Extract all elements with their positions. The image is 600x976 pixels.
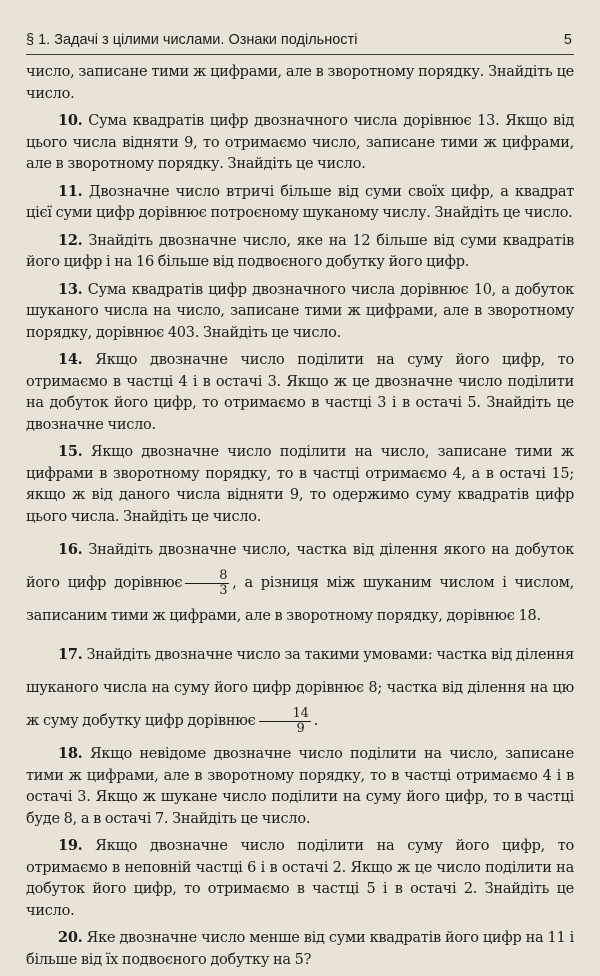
problem-12: [26, 230, 574, 274]
problem-18: [26, 743, 574, 830]
problem-number: 13.: [58, 280, 83, 298]
problem-20: [26, 927, 574, 971]
problem-10: [26, 110, 574, 176]
problem-text: Яке двозначне число менше від суми квадратів його цифр на 11 і більше від їх подвоєного добутку на 5?: [26, 930, 575, 968]
fraction-numerator: 14: [259, 707, 311, 722]
problem-14: [26, 349, 574, 436]
problem-text: Якщо двозначне число поділити на число, записане тими ж цифрами в зворотному порядку, то в частці отримаємо 4, а в остачі 15; якщо ж від даного числа відняти 9, то одержимо суму квадратів цифр цього числа. Знайдіть це число.: [26, 444, 574, 525]
problem-text: Сума квадратів цифр двозначного числа дорівнює 13. Якщо від цього числа відняти 9, то отримаємо число, записане тими ж цифрами, але в зворотному порядку. Знайдіть це число.: [26, 113, 575, 172]
problem-number: 10.: [58, 112, 83, 129]
problem-number: 11.: [58, 182, 83, 200]
problem-number: 17.: [58, 646, 83, 663]
problem-13: [26, 279, 574, 345]
problem-number: 14.: [58, 351, 83, 368]
problem-text-continued: , а різниця між шуканим числом і числом, записаним тими ж цифрами, але в зворотному порядку, дорівнює 18.: [26, 575, 574, 624]
fraction-denominator: 3: [219, 582, 228, 598]
page-number: 5: [563, 32, 572, 48]
problem-number: 19.: [58, 837, 83, 854]
problem-text: Знайдіть двозначне число за такими умовами: частка від ділення шуканого числа на суму його цифр дорівнює 8; частка від ділення на цю ж суму добутку цифр дорівнює: [26, 647, 574, 729]
problem-text: Якщо двозначне число поділити на суму його цифр, то отримаємо в неповній частці 6 і в остачі 2. Якщо ж це число поділити на добуток його цифр, то отримаємо в частці 5 і в остачі 2. Знайдіть це число.: [26, 838, 574, 919]
fraction-numerator: 8: [185, 569, 229, 584]
problem-number: 18.: [58, 745, 83, 762]
problem-number: 16.: [58, 541, 83, 558]
fraction: [259, 707, 311, 736]
problem-text: Двозначне число втричі більше від суми своїх цифр, а квадрат цієї суми цифр дорівнює потроєному шуканому числу. Знайдіть це число.: [26, 183, 574, 221]
problem-11: [26, 181, 574, 225]
fraction-denominator: 9: [296, 720, 305, 736]
problem-text: Сума квадратів цифр двозначного числа дорівнює 10, а добуток шуканого числа на число, записане тими ж цифрами, але в зворотному порядку, дорівнює 403. Знайдіть це число.: [26, 281, 574, 341]
problem-text: Знайдіть двозначне число, частка від ділення якого на добуток його цифр дорівнює: [26, 542, 575, 591]
problem-list: [26, 62, 574, 976]
section-title: § 1. Задачі з цілими числами. Ознаки подільності: [26, 32, 358, 48]
fraction: [185, 569, 229, 598]
problem-19: [26, 835, 574, 922]
running-header: [26, 26, 574, 55]
problem-text-continued: .: [313, 713, 318, 729]
continued-text: число, записане тими ж цифрами, але в зворотному порядку. Знайдіть це число.: [26, 64, 574, 102]
problem-text: Якщо невідоме двозначне число поділити на число, записане тими ж цифрами, але в зворотному порядку, то в частці отримаємо 4 і в остачі 3. Якщо ж шукане число поділити на суму його цифр, то в частці буде 8, а в остачі 7. Знайдіть це число.: [26, 746, 575, 827]
problem-16: [26, 533, 574, 633]
problem-number: 12.: [58, 231, 83, 249]
problem-17: [26, 638, 574, 738]
problem-15: [26, 441, 574, 528]
problem-number: 15.: [58, 443, 83, 460]
problem-number: 20.: [58, 929, 83, 946]
problem-text: Знайдіть двозначне число, яке на 12 більше від суми квадратів його цифр і на 16 більше від подвоєного добутку його цифр.: [26, 232, 574, 270]
problem-text: Якщо двозначне число поділити на суму його цифр, то отримаємо в частці 4 і в остачі 3. Якщо ж це двозначне число поділити на добуток його цифр, то отримаємо в частці 3 і в остачі 5. Знайдіть це двозначне число.: [26, 352, 574, 433]
